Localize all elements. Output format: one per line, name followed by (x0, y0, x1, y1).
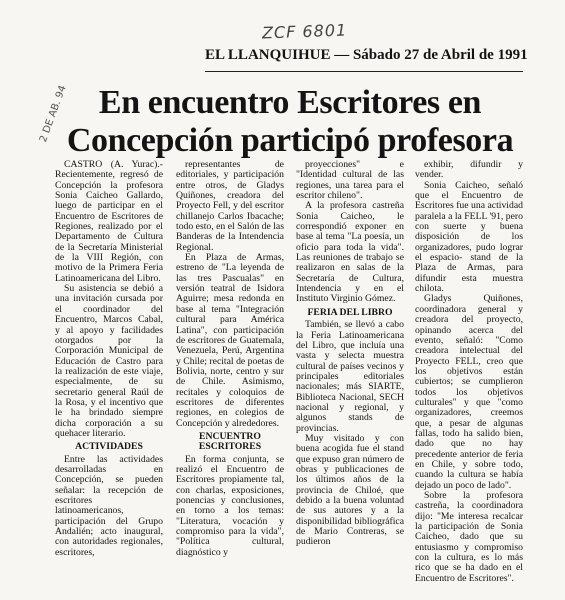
paragraph: representantes de editoriales, y participación entre otros, de Gladys Quiñones, creadora del Proyecto Fell, y del escritor chillanejo Carlos Ibacache; todo esto, en el Salón de las Banderas de la Intendencia Regional. (176, 159, 284, 253)
paragraph: Sonia Caicheo, señaló que el Encuentro de Escritores fue una actividad paralela a la FELL '91, pero con suerte y buena disposición de los organizadores, pudo lograr el espacio- stand de la Plaza de Armas, para difundir esta muestra chilota. (415, 179, 523, 295)
masthead-rule (205, 71, 523, 72)
article-column-4 (415, 160, 523, 584)
paragraph: Sobre la profesora castreña, la coordinadora dijo: "Me interesa recalcar la participación de Sonia Caicheo, dado que su entusiasmo y compromiso con la cultura, es lo más rico que se ha dado en el Encuentro de Escritores". (415, 490, 523, 584)
masthead (205, 47, 528, 75)
handwritten-margin-note: 2 DE AB. 94 (38, 84, 69, 144)
subheading-encuentro: ENCUENTRO ESCRITORES (198, 430, 262, 453)
article-column-1 (55, 160, 163, 558)
headline-line-1: En encuentro Escritores en (98, 84, 482, 121)
subheading-feria: FERIA DEL LIBRO (307, 306, 393, 318)
paragraph: proyecciones" e "Identidad cultural de las regiones, una tarea para el escritor chileno". (296, 159, 404, 202)
paragraph: exhibir, difundir y vender. (415, 159, 523, 181)
handwritten-archive-code: ZCF 6801 (261, 20, 348, 43)
article-column-2 (176, 160, 284, 558)
article-column-3 (296, 160, 404, 548)
subheading-actividades: ACTIVIDADES (75, 441, 143, 453)
paragraph: Gladys Quiñones, coordinadora general y creadora del proyecto, opinando acerca del evento, señaló: "Como creadora intelectual del Proyecto FELL, creo que los objetivos están cubiertos; se cumplieron todos los objetivos culturales" y que "como organizadores, creemos que, a pesar de algunas fallas, todo ha salido bien, dado que no hay precedente anterior de feria en Chile, y sobre todo, cuando la cultura se había dejado un poco de lado". (415, 293, 523, 491)
paragraph: A la profesora castreña Sonia Caicheo, le correspondió exponer en base al tema "La poesía, un oficio para toda la vida". Las reuniones de trabajo se realizaron en salas de la Secretaría de Cultura, Intendencia y en el Instituto Virginio Gómez. (296, 200, 404, 305)
paragraph: También, se llevó a cabo la Feria Latinoamericana del Libro, que incluía una vasta y selecta muestra cultural de países vecinos y principales editoriales nacionales; más SIARTE, Biblioteca Nacional, SECH nacional y regional, y algunos stands de provincias. (296, 319, 404, 434)
headline-line-2: Concepción participó profesora (66, 122, 514, 159)
article-body (55, 160, 530, 600)
paragraph: Su asistencia se debió a una invitación cursada por el coordinador del Encuentro, Marcos Cabal, y al apoyo y facilidades otorgados por la Corporación Municipal de Educación de Castro para la realización de este viaje, especialmente, de su secretario general Raúl de la Rosa, y el incentivo que le ha brindado siempre dicha corporación a su quehacer literario. (55, 283, 163, 439)
paragraph: Entre las actividades desarrolladas en Concepción, se pueden señalar: la recepción de escritores latinoamericanos, participación del Grupo Andalién; acto inaugural, con autoridades regionales, escritores, (55, 453, 163, 558)
issue-date: Sábado 27 de Abril de 1991 (352, 47, 528, 63)
masthead-dash: — (334, 47, 353, 63)
newspaper-name: EL LLANQUIHUE (205, 47, 331, 63)
paragraph: CASTRO (A. Yurac).- Recientemente, regresó de Concepción la profesora Sonia Caicheo Gallardo, luego de participar en el Encuentro de Escritores de Regiones, realizado por el Departamento de Cultura de la Secretaría Ministerial de la VIII Región, con motivo de la Primera Feria Latinoamericana del Libro. (55, 159, 163, 284)
paragraph: Muy visitado y con buena acogida fue el stand que expuso gran número de obras y publicaciones de los últimos años de la provincia de Chiloé, que debido a la buena voluntad de sus autores y a la disponibilidad bibliográfica de Mario Contreras, se pudieron (296, 432, 404, 548)
paragraph: En forma conjunta, se realizó el Encuentro de Escritores propiamente tal, con charlas, exposiciones, ponencias y conclusiones, en torno a los temas: "Literatura, vocación y compromiso para la vida", "Política cultural, diagnóstico y (176, 453, 284, 558)
paragraph: En Plaza de Armas, estreno de "La leyenda de las tres Pascualas" en versión teatral de Isidora Aguirre; mesa redonda en base al tema "Integración cultural para América Latina", con participación de escritores de Guatemala, Venezuela, Perú, Argentina y Chile; recital de poetas de Bolivia, norte, centro y sur de Chile. Asimismo, recitales y coloquios de escritores de diferentes regiones, en colegios de Concepción y alrededores. (176, 252, 284, 429)
